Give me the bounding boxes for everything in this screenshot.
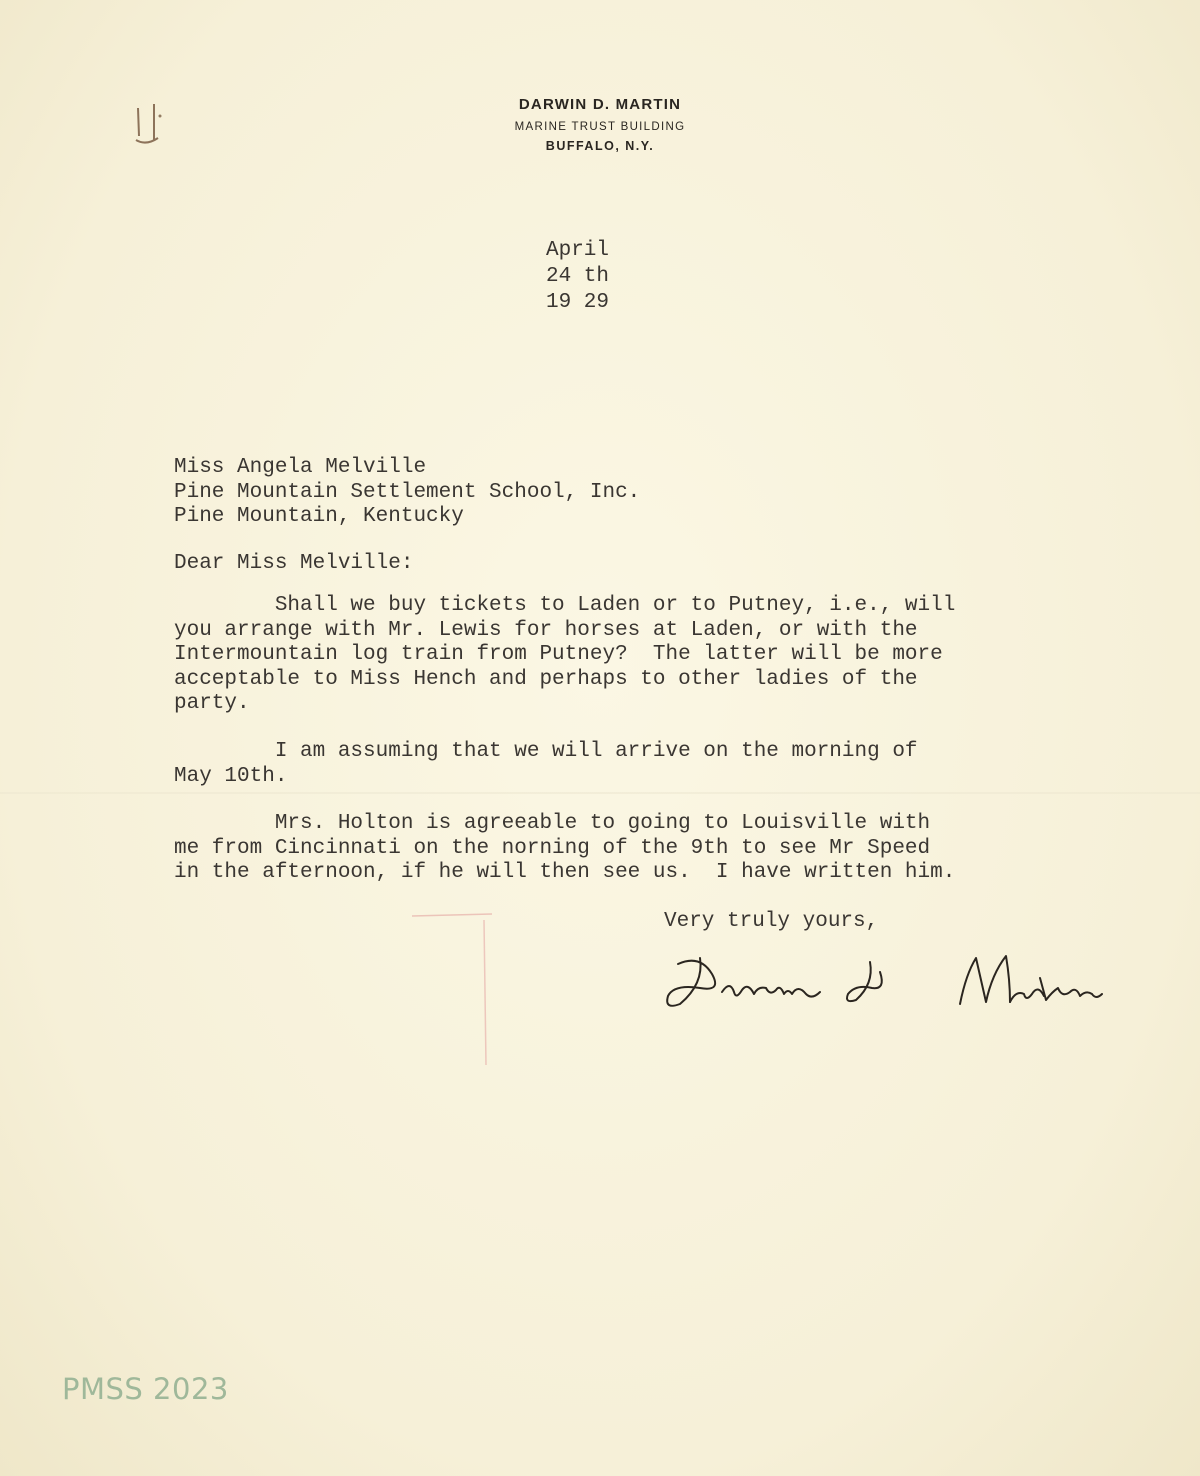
body-line: acceptable to Miss Hench and perhaps to other ladies of the [174, 667, 918, 691]
body-line: I am assuming that we will arrive on the morning of [174, 740, 918, 763]
paper-fold [0, 792, 1200, 794]
pencil-mark-icon [134, 102, 168, 150]
signature-icon [660, 944, 1120, 1024]
recipient-line: Pine Mountain Settlement School, Inc. [174, 480, 641, 504]
recipient-address [174, 456, 640, 530]
body-line: Shall we buy tickets to Laden or to Putney, i.e., will [174, 594, 956, 617]
watermark: PMSS 2023 [62, 1372, 229, 1406]
body-line: you arrange with Mr. Lewis for horses at Laden, or with the [174, 618, 918, 642]
recipient-line: Pine Mountain, Kentucky [174, 505, 464, 528]
paragraph-1 [174, 594, 955, 717]
body-line: in the afternoon, if he will then see us. I have written him. [174, 861, 956, 884]
date-day: 24 th [546, 265, 610, 288]
letterhead-name: DARWIN D. MARTIN [518, 96, 682, 113]
red-pencil-mark-icon [412, 910, 502, 1070]
body-line: me from Cincinnati on the norning of the 9th to see Mr Speed [174, 836, 931, 860]
salutation: Dear Miss Melville: [174, 552, 414, 575]
letter-date [546, 238, 609, 316]
closing: Very truly yours, [664, 910, 879, 933]
letterhead [430, 96, 770, 153]
date-month: April [546, 239, 610, 262]
letterhead-building: MARINE TRUST BUILDING [514, 121, 686, 133]
paragraph-3 [174, 812, 955, 886]
body-line: Mrs. Holton is agreeable to going to Louisville with [174, 812, 931, 835]
body-line: May 10th. [174, 764, 288, 788]
letterhead-city: BUFFALO, N.Y. [545, 139, 655, 153]
recipient-line: Miss Angela Melville [174, 456, 427, 479]
paragraph-2 [174, 740, 918, 789]
body-line: Intermountain log train from Putney? The latter will be more [174, 643, 943, 666]
body-line: party. [174, 692, 250, 715]
date-year: 19 29 [546, 291, 610, 314]
